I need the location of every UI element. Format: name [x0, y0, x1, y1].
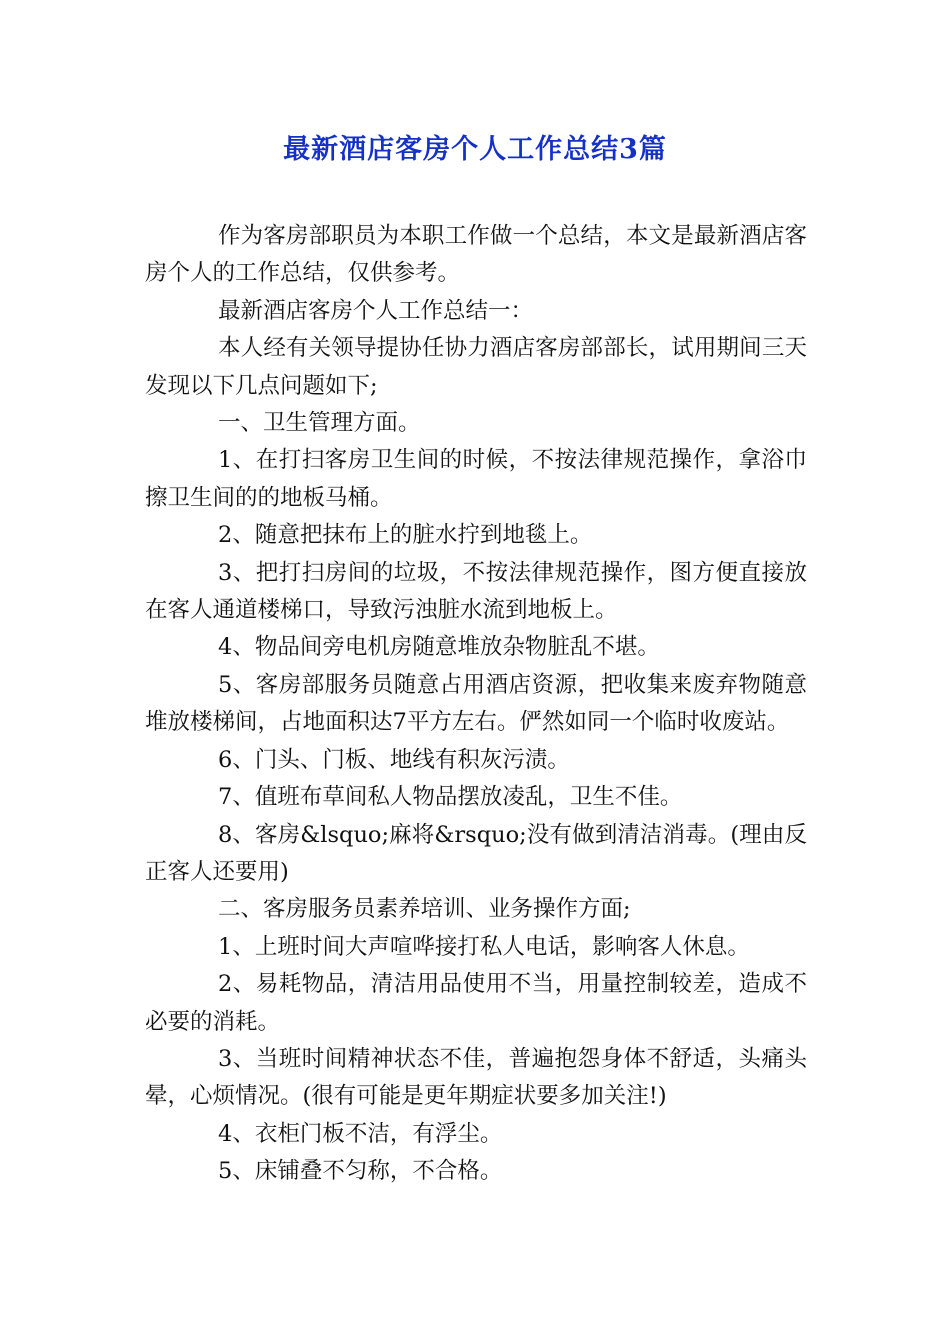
paragraph: 本人经有关领导提协任协力酒店客房部部长，试用期间三天发现以下几点问题如下;: [145, 335, 807, 399]
list-item: 8、客房&lsquo;麻将&rsquo;没有做到清洁消毒。(理由反正客人还要用): [145, 821, 807, 885]
list-item: 7、值班布草间私人物品摆放凌乱，卫生不佳。: [218, 784, 683, 811]
list-item: 4、物品间旁电机房随意堆放杂物脏乱不堪。: [218, 634, 660, 661]
list-item: 2、随意把抹布上的脏水拧到地毯上。: [218, 522, 593, 549]
list-item: 1、在打扫客房卫生间的时候，不按法律规范操作，拿浴巾擦卫生间的的地板马桶。: [145, 447, 807, 511]
paragraph-subheading-training: 二、客房服务员素养培训、业务操作方面;: [218, 896, 631, 923]
paragraph-intro: 作为客房部职员为本职工作做一个总结，本文是最新酒店客房个人的工作总结，仅供参考。: [145, 223, 807, 287]
paragraph-subheading-hygiene: 一、卫生管理方面。: [218, 410, 421, 437]
list-item: 6、门头、门板、地线有积灰污渍。: [218, 746, 570, 773]
list-item: 1、上班时间大声喧哗接打私人电话，影响客人休息。: [218, 933, 750, 960]
list-item: 2、易耗物品，清洁用品使用不当，用量控制较差，造成不必要的消耗。: [145, 971, 807, 1035]
list-item: 4、衣柜门板不洁，有浮尘。: [218, 1120, 503, 1147]
list-item: 5、床铺叠不匀称，不合格。: [218, 1158, 503, 1185]
document-title: 最新酒店客房个人工作总结3篇: [283, 134, 667, 165]
paragraph-section-heading-one: 最新酒店客房个人工作总结一：: [218, 297, 534, 324]
document-body: [145, 218, 807, 1191]
list-item: 3、把打扫房间的垃圾，不按法律规范操作，图方便直接放在客人通道楼梯口，导致污浊脏水流到地板上。: [145, 559, 807, 624]
list-item: 3、当班时间精神状态不佳，普遍抱怨身体不舒适，头痛头晕，心烦情况。(很有可能是更年期症状要多加关注!): [145, 1045, 807, 1110]
list-item: 5、客房部服务员随意占用酒店资源，把收集来废弃物随意堆放楼梯间，占地面积达7平方左右。俨然如同一个临时收废站。: [145, 671, 807, 736]
